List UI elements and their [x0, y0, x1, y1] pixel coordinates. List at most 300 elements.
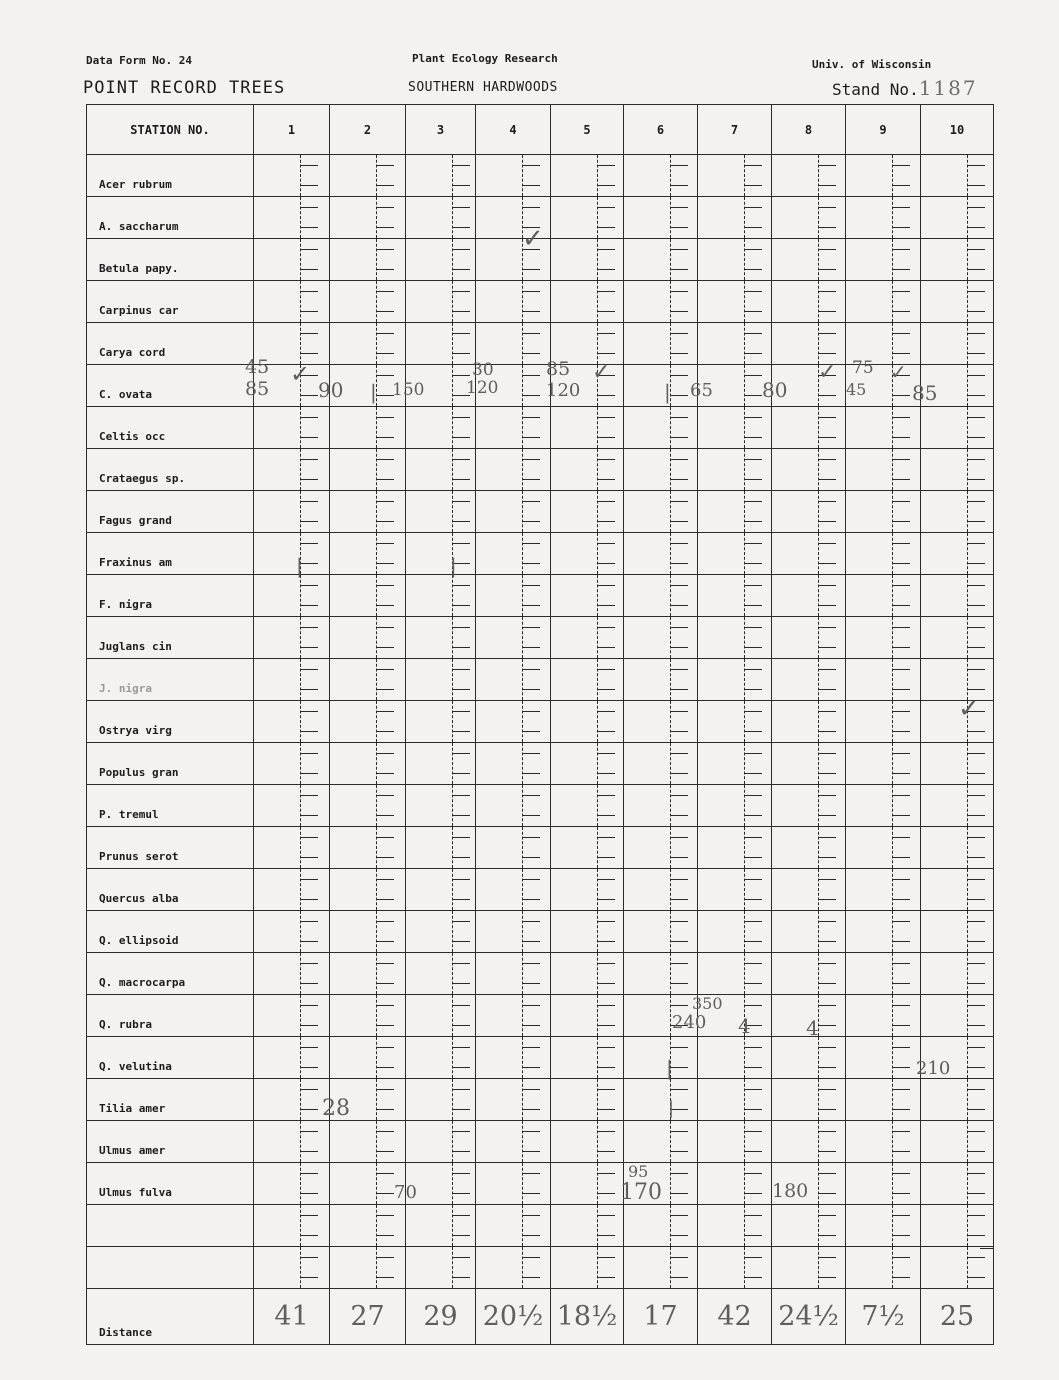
station-cell[interactable]: [772, 197, 846, 239]
station-cell[interactable]: [330, 743, 406, 785]
station-cell[interactable]: [624, 659, 698, 701]
station-cell[interactable]: [772, 1205, 846, 1247]
station-cell[interactable]: [254, 407, 330, 449]
station-cell[interactable]: [698, 155, 772, 197]
station-cell[interactable]: [846, 869, 921, 911]
station-cell[interactable]: [330, 659, 406, 701]
station-cell[interactable]: [624, 323, 698, 365]
station-cell[interactable]: [921, 869, 994, 911]
station-cell[interactable]: [254, 575, 330, 617]
station-cell[interactable]: [624, 533, 698, 575]
station-cell[interactable]: [551, 491, 624, 533]
station-cell[interactable]: [624, 1205, 698, 1247]
station-cell[interactable]: [772, 281, 846, 323]
station-cell[interactable]: [551, 701, 624, 743]
station-cell[interactable]: [624, 491, 698, 533]
species-row: [87, 1163, 994, 1205]
distance-value[interactable]: 42: [698, 1289, 772, 1345]
station-cell[interactable]: [772, 575, 846, 617]
station-cell[interactable]: [772, 911, 846, 953]
station-cell[interactable]: [624, 827, 698, 869]
station-cell[interactable]: [406, 533, 476, 575]
station-cell[interactable]: [330, 911, 406, 953]
station-cell[interactable]: [330, 1247, 406, 1289]
station-cell[interactable]: [846, 239, 921, 281]
station-cell[interactable]: [330, 1205, 406, 1247]
check-mark: ✓: [290, 360, 311, 388]
station-cell[interactable]: [254, 281, 330, 323]
station-cell[interactable]: [551, 827, 624, 869]
species-name: Fraxinus am: [87, 533, 254, 575]
station-cell[interactable]: [254, 197, 330, 239]
station-cell[interactable]: [624, 1121, 698, 1163]
station-cell[interactable]: [551, 869, 624, 911]
station-cell[interactable]: [772, 491, 846, 533]
handwritten-entry: 4: [738, 1014, 751, 1038]
station-cell[interactable]: [476, 407, 551, 449]
species-name: Carya cord: [87, 323, 254, 365]
station-cell[interactable]: [476, 155, 551, 197]
station-cell[interactable]: [406, 1079, 476, 1121]
station-cell[interactable]: [476, 911, 551, 953]
station-cell[interactable]: [254, 701, 330, 743]
station-cell[interactable]: [330, 407, 406, 449]
species-name: Prunus serot: [87, 827, 254, 869]
station-number: 1: [254, 105, 330, 155]
station-cell[interactable]: [921, 995, 994, 1037]
station-cell[interactable]: [330, 785, 406, 827]
station-cell[interactable]: [624, 911, 698, 953]
distance-value[interactable]: 17: [624, 1289, 698, 1345]
tally-mark: |: [450, 554, 457, 578]
station-cell[interactable]: [406, 155, 476, 197]
station-cell[interactable]: [698, 785, 772, 827]
station-cell[interactable]: [476, 1247, 551, 1289]
station-cell[interactable]: [330, 281, 406, 323]
station-cell[interactable]: [254, 491, 330, 533]
distance-value[interactable]: 41: [254, 1289, 330, 1345]
station-cell[interactable]: [698, 1205, 772, 1247]
station-cell[interactable]: [698, 1247, 772, 1289]
station-cell[interactable]: [330, 869, 406, 911]
station-cell[interactable]: [921, 1247, 994, 1289]
station-cell[interactable]: [254, 911, 330, 953]
station-cell[interactable]: [254, 953, 330, 995]
station-cell[interactable]: [698, 575, 772, 617]
station-cell[interactable]: [551, 1163, 624, 1205]
species-row: [87, 617, 994, 659]
distance-value[interactable]: 25: [921, 1289, 994, 1345]
species-name: Quercus alba: [87, 869, 254, 911]
station-cell[interactable]: [406, 239, 476, 281]
distance-value[interactable]: 29: [406, 1289, 476, 1345]
station-cell[interactable]: [772, 1037, 846, 1079]
station-cell[interactable]: [330, 197, 406, 239]
station-cell[interactable]: [921, 659, 994, 701]
distance-value[interactable]: 27: [330, 1289, 406, 1345]
station-cell[interactable]: [624, 449, 698, 491]
station-cell[interactable]: [551, 617, 624, 659]
station-cell[interactable]: [846, 827, 921, 869]
station-cell[interactable]: [698, 1079, 772, 1121]
station-cell[interactable]: [476, 575, 551, 617]
station-cell[interactable]: [846, 785, 921, 827]
station-cell[interactable]: [476, 1121, 551, 1163]
station-cell[interactable]: [254, 533, 330, 575]
station-cell[interactable]: [254, 659, 330, 701]
station-cell[interactable]: [772, 869, 846, 911]
station-cell[interactable]: [846, 953, 921, 995]
station-cell[interactable]: [551, 1247, 624, 1289]
station-cell[interactable]: [551, 281, 624, 323]
station-cell[interactable]: [624, 1079, 698, 1121]
species-row: [87, 701, 994, 743]
station-cell[interactable]: [624, 785, 698, 827]
station-cell[interactable]: [551, 197, 624, 239]
station-cell[interactable]: [551, 1037, 624, 1079]
station-cell[interactable]: [772, 1121, 846, 1163]
species-row: [87, 281, 994, 323]
station-cell[interactable]: [476, 323, 551, 365]
station-cell[interactable]: [406, 827, 476, 869]
station-cell[interactable]: [846, 701, 921, 743]
station-cell[interactable]: [406, 1121, 476, 1163]
station-cell[interactable]: [254, 743, 330, 785]
station-cell[interactable]: [624, 953, 698, 995]
station-cell[interactable]: [330, 1121, 406, 1163]
station-cell[interactable]: [772, 953, 846, 995]
station-cell[interactable]: [476, 743, 551, 785]
station-cell[interactable]: [476, 995, 551, 1037]
station-cell[interactable]: [551, 911, 624, 953]
station-cell[interactable]: [846, 1163, 921, 1205]
handwritten-entry: 150: [392, 380, 425, 400]
station-cell[interactable]: [254, 155, 330, 197]
tree-record-grid: [86, 104, 994, 1345]
station-cell[interactable]: [254, 1121, 330, 1163]
station-cell[interactable]: [254, 1247, 330, 1289]
station-cell[interactable]: [698, 281, 772, 323]
species-name: F. nigra: [87, 575, 254, 617]
station-cell[interactable]: [921, 239, 994, 281]
station-cell[interactable]: [921, 1121, 994, 1163]
station-cell[interactable]: [551, 407, 624, 449]
station-cell[interactable]: [846, 995, 921, 1037]
species-name: P. tremul: [87, 785, 254, 827]
station-cell[interactable]: [846, 1037, 921, 1079]
station-cell[interactable]: [476, 953, 551, 995]
station-cell[interactable]: [921, 953, 994, 995]
station-cell[interactable]: [921, 617, 994, 659]
station-cell[interactable]: [254, 995, 330, 1037]
station-cell[interactable]: [772, 155, 846, 197]
station-cell[interactable]: [254, 1205, 330, 1247]
station-cell[interactable]: [406, 491, 476, 533]
station-cell[interactable]: [551, 1079, 624, 1121]
station-cell[interactable]: [551, 995, 624, 1037]
station-cell[interactable]: [406, 701, 476, 743]
station-cell[interactable]: [254, 617, 330, 659]
station-cell[interactable]: [921, 155, 994, 197]
species-row: [87, 491, 994, 533]
distance-value[interactable]: 20½: [476, 1289, 551, 1345]
form-title: POINT RECORD TREES: [83, 78, 286, 98]
station-cell[interactable]: [772, 701, 846, 743]
station-number: 10: [921, 105, 994, 155]
station-cell[interactable]: [846, 1079, 921, 1121]
station-cell[interactable]: [921, 449, 994, 491]
station-cell[interactable]: [624, 197, 698, 239]
species-name: Q. macrocarpa: [87, 953, 254, 995]
station-cell[interactable]: [772, 785, 846, 827]
station-cell[interactable]: [921, 1205, 994, 1247]
species-name: Q. rubra: [87, 995, 254, 1037]
station-cell[interactable]: [624, 575, 698, 617]
station-cell[interactable]: [698, 491, 772, 533]
station-cell[interactable]: [921, 743, 994, 785]
station-cell[interactable]: [476, 1037, 551, 1079]
station-cell[interactable]: [254, 827, 330, 869]
station-cell[interactable]: [624, 743, 698, 785]
station-cell[interactable]: [772, 743, 846, 785]
rule-line: [980, 1248, 994, 1249]
station-cell[interactable]: [846, 1205, 921, 1247]
species-row: [87, 1121, 994, 1163]
station-cell[interactable]: [406, 575, 476, 617]
station-cell[interactable]: [551, 449, 624, 491]
station-cell[interactable]: [846, 155, 921, 197]
station-cell[interactable]: [846, 491, 921, 533]
station-cell[interactable]: [551, 155, 624, 197]
station-cell[interactable]: [254, 1163, 330, 1205]
station-cell[interactable]: [921, 701, 994, 743]
station-cell[interactable]: [476, 869, 551, 911]
station-cell[interactable]: [476, 491, 551, 533]
station-cell[interactable]: [551, 1121, 624, 1163]
station-cell[interactable]: [846, 1247, 921, 1289]
station-cell[interactable]: [698, 1037, 772, 1079]
station-cell[interactable]: [406, 1247, 476, 1289]
station-cell[interactable]: [476, 827, 551, 869]
station-cell[interactable]: [330, 323, 406, 365]
handwritten-entry: 75: [852, 358, 874, 378]
station-cell[interactable]: [921, 1163, 994, 1205]
station-cell[interactable]: [406, 743, 476, 785]
station-cell[interactable]: [846, 449, 921, 491]
handwritten-entry: 4: [806, 1016, 819, 1040]
station-cell[interactable]: [846, 1121, 921, 1163]
form-number: Data Form No. 24: [86, 54, 192, 67]
station-cell[interactable]: [698, 449, 772, 491]
station-cell[interactable]: [330, 575, 406, 617]
station-cell[interactable]: [772, 323, 846, 365]
station-cell[interactable]: [921, 407, 994, 449]
station-cell[interactable]: [772, 239, 846, 281]
station-cell[interactable]: [551, 239, 624, 281]
station-cell[interactable]: [624, 701, 698, 743]
station-cell[interactable]: [846, 659, 921, 701]
station-cell[interactable]: [624, 1247, 698, 1289]
station-cell[interactable]: [846, 197, 921, 239]
station-cell[interactable]: [330, 239, 406, 281]
station-cell[interactable]: [772, 617, 846, 659]
station-cell[interactable]: [698, 407, 772, 449]
station-cell[interactable]: [551, 953, 624, 995]
species-name: Crataegus sp.: [87, 449, 254, 491]
station-cell[interactable]: [406, 197, 476, 239]
station-cell[interactable]: [846, 743, 921, 785]
station-header-row: [87, 105, 994, 155]
station-cell[interactable]: [406, 869, 476, 911]
station-cell[interactable]: [330, 701, 406, 743]
station-cell[interactable]: [846, 617, 921, 659]
station-cell[interactable]: [624, 155, 698, 197]
station-cell[interactable]: [698, 953, 772, 995]
station-cell[interactable]: [921, 533, 994, 575]
station-cell[interactable]: [846, 575, 921, 617]
station-cell[interactable]: [772, 449, 846, 491]
station-cell[interactable]: [772, 533, 846, 575]
station-cell[interactable]: [698, 1121, 772, 1163]
station-cell[interactable]: [330, 155, 406, 197]
station-cell[interactable]: [406, 659, 476, 701]
distance-label: Distance: [87, 1289, 254, 1345]
station-cell[interactable]: [406, 449, 476, 491]
station-cell[interactable]: [406, 911, 476, 953]
station-cell[interactable]: [624, 365, 698, 407]
station-cell[interactable]: [772, 659, 846, 701]
station-cell[interactable]: [698, 911, 772, 953]
station-cell[interactable]: [698, 239, 772, 281]
station-cell[interactable]: [921, 491, 994, 533]
distance-value[interactable]: 24½: [772, 1289, 846, 1345]
station-cell[interactable]: [846, 407, 921, 449]
station-cell[interactable]: [406, 953, 476, 995]
station-cell[interactable]: [254, 869, 330, 911]
species-name: C. ovata: [87, 365, 254, 407]
station-cell[interactable]: [476, 1205, 551, 1247]
station-cell[interactable]: [406, 323, 476, 365]
station-cell[interactable]: [624, 239, 698, 281]
station-cell[interactable]: [406, 785, 476, 827]
station-cell[interactable]: [476, 449, 551, 491]
station-cell[interactable]: [476, 701, 551, 743]
station-cell[interactable]: [846, 281, 921, 323]
station-cell[interactable]: [476, 533, 551, 575]
station-cell[interactable]: [476, 1163, 551, 1205]
station-cell[interactable]: [254, 1037, 330, 1079]
station-cell[interactable]: [330, 617, 406, 659]
species-name: Acer rubrum: [87, 155, 254, 197]
station-cell[interactable]: [698, 533, 772, 575]
station-cell[interactable]: [330, 491, 406, 533]
station-cell[interactable]: [698, 701, 772, 743]
station-cell[interactable]: [406, 1205, 476, 1247]
species-name: Juglans cin: [87, 617, 254, 659]
station-cell[interactable]: [330, 953, 406, 995]
station-cell[interactable]: [406, 407, 476, 449]
station-cell[interactable]: [330, 1037, 406, 1079]
station-cell[interactable]: [921, 575, 994, 617]
station-cell[interactable]: [921, 1079, 994, 1121]
station-cell[interactable]: [624, 407, 698, 449]
station-cell[interactable]: [698, 197, 772, 239]
station-cell[interactable]: [551, 575, 624, 617]
distance-value[interactable]: 18½: [551, 1289, 624, 1345]
station-cell[interactable]: [772, 827, 846, 869]
station-cell[interactable]: [254, 449, 330, 491]
station-cell[interactable]: [624, 281, 698, 323]
station-cell[interactable]: [551, 659, 624, 701]
station-cell[interactable]: [921, 911, 994, 953]
station-cell[interactable]: [254, 1079, 330, 1121]
station-cell[interactable]: [772, 407, 846, 449]
station-cell[interactable]: [624, 869, 698, 911]
stand-number: 1187: [918, 76, 978, 100]
station-cell[interactable]: [846, 911, 921, 953]
station-cell[interactable]: [254, 785, 330, 827]
station-cell[interactable]: [624, 1037, 698, 1079]
station-cell[interactable]: [921, 827, 994, 869]
station-cell[interactable]: [330, 995, 406, 1037]
station-cell[interactable]: [921, 323, 994, 365]
station-cell[interactable]: [921, 197, 994, 239]
station-number: 8: [772, 105, 846, 155]
station-cell[interactable]: [698, 743, 772, 785]
station-cell[interactable]: [698, 323, 772, 365]
species-row: [87, 827, 994, 869]
station-cell[interactable]: [330, 533, 406, 575]
station-cell[interactable]: [698, 827, 772, 869]
station-cell[interactable]: [624, 617, 698, 659]
station-cell[interactable]: [406, 617, 476, 659]
station-cell[interactable]: [476, 785, 551, 827]
tally-mark: |: [668, 1098, 675, 1119]
station-cell[interactable]: [476, 659, 551, 701]
handwritten-entry: 85: [912, 381, 938, 405]
station-number: 6: [624, 105, 698, 155]
station-cell[interactable]: [406, 995, 476, 1037]
station-cell[interactable]: [698, 659, 772, 701]
station-cell[interactable]: [698, 869, 772, 911]
station-cell[interactable]: [476, 281, 551, 323]
station-cell[interactable]: [254, 239, 330, 281]
station-cell[interactable]: [698, 617, 772, 659]
station-cell[interactable]: [406, 281, 476, 323]
station-cell[interactable]: [476, 617, 551, 659]
station-cell[interactable]: [921, 785, 994, 827]
station-cell[interactable]: [551, 785, 624, 827]
station-cell[interactable]: [921, 281, 994, 323]
station-cell[interactable]: [551, 743, 624, 785]
station-cell[interactable]: [476, 1079, 551, 1121]
station-cell[interactable]: [846, 533, 921, 575]
station-cell[interactable]: [406, 1037, 476, 1079]
tally-mark: |: [296, 554, 303, 578]
station-cell[interactable]: [330, 827, 406, 869]
station-cell[interactable]: [772, 1079, 846, 1121]
species-row: [87, 743, 994, 785]
station-cell[interactable]: [551, 1205, 624, 1247]
station-cell[interactable]: [772, 1247, 846, 1289]
species-row: [87, 659, 994, 701]
station-cell[interactable]: [698, 1163, 772, 1205]
station-cell[interactable]: [330, 449, 406, 491]
species-name: Tilia amer: [87, 1079, 254, 1121]
species-name: J. nigra: [87, 659, 254, 701]
station-cell[interactable]: [551, 533, 624, 575]
distance-value[interactable]: 7½: [846, 1289, 921, 1345]
